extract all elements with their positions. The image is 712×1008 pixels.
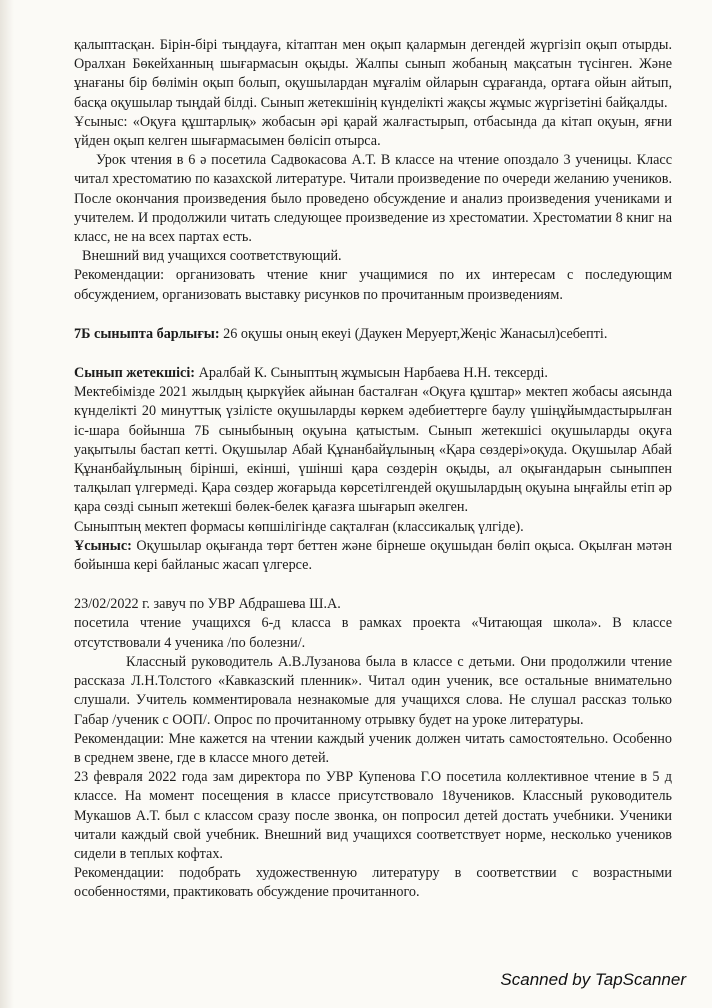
date-line: 23/02/2022 г. завуч по УВР Абдрашева Ш.А. (74, 596, 341, 613)
teacher-line (74, 364, 672, 383)
paragraph: қалыптасқан. Бірін-бірі тыңдауға, кітаптан мен оқып қалармын дегендей жүргізіп оқып отырды. Оралхан Бөкейханның шығармасын оқыды. Жалпы сынып жобаның мақсатын түсінген. Және ұнағаны бір бөлімін оқып болып, оқушылардан мұғалім ойларын сұрағанда, ортаға ойын айтып, басқа оқушылар тыңдай білді. Сынып жетекшінің күнделікті жақсы жұмыс жүргізетіні байқалды. (74, 37, 672, 111)
teacher-text: Аралбай К. Сыныптың жұмысын Нарбаева Н.Н. тексерді. (195, 365, 548, 382)
attendance-line (74, 325, 672, 344)
scanner-watermark: Scanned by TapScanner (500, 970, 686, 989)
teacher-label: Сынып жетекшісі: (74, 365, 196, 382)
paragraph: Урок чтения в 6 ә посетила Садвокасова А.Т. В классе на чтение опоздало 3 ученицы. Класс читал хрестоматию по казахской литературе. Читали произведение по очереди желанию учеников. После окончания произведения было проведено обсуждение и анализ произведения учениками и учителем. И продолжили читать следующее произведение из хрестоматии. Хрестоматии 8 книг на класс, не на всех партах есть. (74, 152, 672, 246)
attendance-label: 7Б сыныпта барлығы: (74, 325, 220, 342)
recommendation-paragraph: Ұсыныс: «Оқуға құштарлық» жобасын әрі қарай жалғастырып, отбасында да кітап оқуын, яғни үйден оқып келген шығармасымен бөлісіп отырса. (74, 113, 672, 150)
paragraph: Сыныптың мектеп формасы көпшілігінде сақталған (классикалық үлгіде). (74, 518, 524, 535)
section-7b-report (74, 364, 672, 575)
recommendation-text: Оқушылар оқығанда төрт беттен және бірнеше оқушыдан бөліп оқыса. Оқылған мәтән бойынша кері байланыс жасап үлгерсе. (74, 537, 672, 574)
paragraph: Мектебімізде 2021 жылдың қыркүйек айынан басталған «Оқуға құштар» мектеп жобасы аясында күнделікті 20 минуттық үзілісте оқушыларды көркем әдебиеттерге баулу үшіңұйымдастырылған іс-шара бойынша 7Б сыныбының оқуына қатыстым. Сынып жетекшісі оқушыларды оқуға уақытылы бастап кетті. Оқушылар Абай Құнанбайұлының «Қара сөздері»оқуда. Оқушылар Абай Құнанбайұлының бірінші, екінші, үшінші қара сөздерін оқыды, ал оқығандарын сыныппен талқылап үлгермеді. Қара сөздер жоғарыда көрсетілгендей оқушылардың оқуына ыңғайлы етіп әр қара сөзді сынып жетекші бөлек-белек қағазға шығарып әкелген. (74, 384, 672, 516)
section-5d-report (74, 768, 672, 902)
paragraph: Классный руководитель А.В.Лузанова была в классе с детьми. Они продолжили чтение рассказа Л.Н.Толстого «Кавказский пленник». Читал один ученик, все остальные внимательно слушали. Учитель комментировала незнакомые для учащихся слова. Не слушал рассказ только Габар /ученик с ООП/. Опрос по прочитанному отрывку будет на уроке литературы. (74, 653, 672, 728)
attendance-text: 26 оқушы оның екеуі (Даукен Меруерт,Жеңіс Жанасыл)себепті. (219, 325, 608, 342)
page-edge-shadow (0, 0, 14, 1008)
paragraph: Внешний вид учащихся соответствующий. (82, 248, 342, 265)
recommendation-label: Ұсыныс: (74, 537, 132, 554)
recommendation-paragraph: Рекомендации: организовать чтение книг учащимися по их интересам с последующим обсуждением, организовать выставку рисунков по прочитанным произведениям. (74, 267, 672, 303)
section-7b-attendance (74, 325, 672, 344)
recommendation-paragraph: Рекомендации: Мне кажется на чтении каждый ученик должен читать самостоятельно. Особенно в среднем звене, где в классе много детей. (74, 730, 672, 766)
section-reading-report-kz (74, 36, 672, 305)
recommendation-paragraph: Рекомендации: подобрать художественную литературу в соответствии с возрастными особенностями, практиковать обсуждение прочитанного. (74, 865, 672, 901)
section-6d-report (74, 595, 672, 768)
paragraph: 23 февраля 2022 года зам директора по УВР Купенова Г.О посетила коллективное чтение в 5 д классе. На момент посещения в классе присутствовало 18учеников. Классный руководитель Мукашов А.Т. был с классом сразу после звонка, он попросил детей достать учебники. Ученики читали каждый свой учебник. Внешний вид учащихся соответствует норме, несколько учеников сидели в теплых кофтах. (74, 769, 672, 862)
recommendation-paragraph (74, 537, 672, 575)
paragraph: посетила чтение учащихся 6-д класса в рамках проекта «Читающая школа». В классе отсутствовали 4 ученика /по болезни/. (74, 615, 672, 651)
